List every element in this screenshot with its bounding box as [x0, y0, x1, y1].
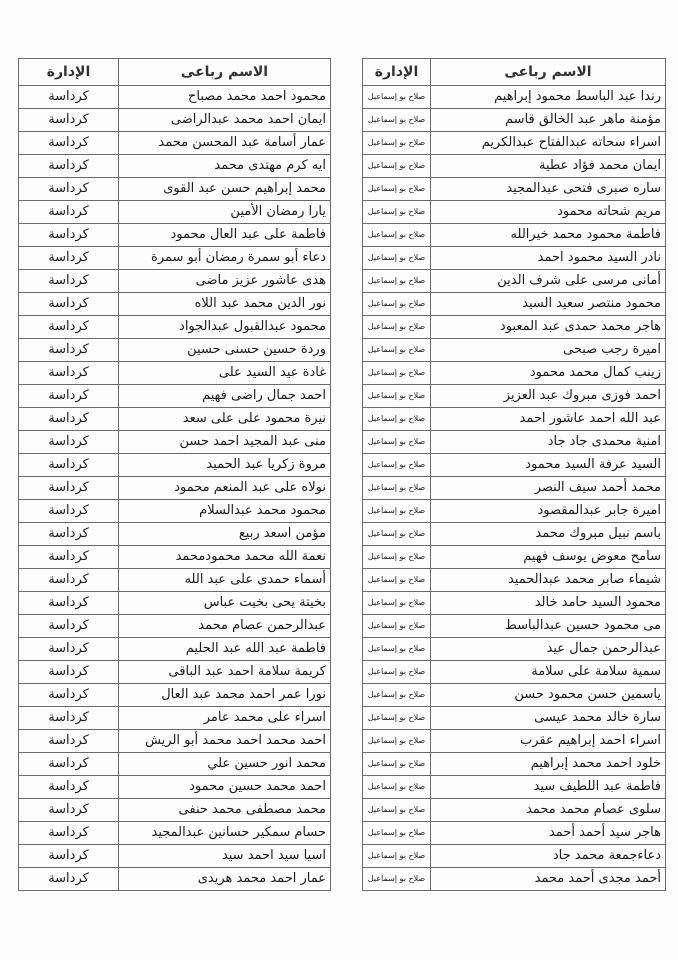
full-name-cell: اسراء على محمد عامر: [119, 707, 331, 730]
full-name-cell: مؤمنة ماهر عبد الخالق قاسم: [431, 109, 666, 132]
table-row: [363, 592, 666, 615]
department-cell: صلاح بو إسماعيل: [363, 868, 431, 891]
full-name-cell: رندا عبد الباسط محمود إبراهيم: [431, 86, 666, 109]
table-row: [19, 592, 331, 615]
department-cell: كرداسة: [19, 592, 119, 615]
table-row: [19, 362, 331, 385]
department-cell: كرداسة: [19, 178, 119, 201]
department-cell: صلاح بو إسماعيل: [363, 730, 431, 753]
table-row: [363, 109, 666, 132]
table-row: [363, 799, 666, 822]
table-row: [19, 569, 331, 592]
full-name-cell: اسيا سيد احمد سيد: [119, 845, 331, 868]
table-row: [19, 546, 331, 569]
full-name-cell: نادر السيد محمود احمد: [431, 247, 666, 270]
full-name-cell: أسماء حمدى على عبد الله: [119, 569, 331, 592]
table-row: [19, 868, 331, 891]
table-row: [19, 776, 331, 799]
full-name-cell: نورا عمر احمد محمد عبد العال: [119, 684, 331, 707]
full-name-cell: محمد مصطفى محمد حنفى: [119, 799, 331, 822]
full-name-cell: عبدالرحمن عصام محمد: [119, 615, 331, 638]
table-row: [19, 431, 331, 454]
department-cell: كرداسة: [19, 730, 119, 753]
full-name-cell: هاجر سيد أحمد أحمد: [431, 822, 666, 845]
full-name-cell: سارة خالد محمد عيسى: [431, 707, 666, 730]
full-name-cell: أمانى مرسى على شرف الدين: [431, 270, 666, 293]
full-name-cell: زينب كمال محمد محمود: [431, 362, 666, 385]
department-cell: صلاح بو إسماعيل: [363, 546, 431, 569]
department-cell: كرداسة: [19, 546, 119, 569]
table-row: [19, 270, 331, 293]
department-cell: صلاح بو إسماعيل: [363, 86, 431, 109]
department-cell: صلاح بو إسماعيل: [363, 638, 431, 661]
full-name-cell: كريمة سلامة احمد عبد الباقى: [119, 661, 331, 684]
department-cell: كرداسة: [19, 753, 119, 776]
table-row: [19, 293, 331, 316]
department-cell: صلاح بو إسماعيل: [363, 362, 431, 385]
table-row: [363, 477, 666, 500]
department-cell: صلاح بو إسماعيل: [363, 753, 431, 776]
table-row: [19, 822, 331, 845]
full-name-cell: عمار أسامة عبد المحسن محمد: [119, 132, 331, 155]
department-cell: صلاح بو إسماعيل: [363, 500, 431, 523]
department-cell: صلاح بو إسماعيل: [363, 822, 431, 845]
table-row: [363, 270, 666, 293]
full-name-cell: مى محمود حسين عبدالباسط: [431, 615, 666, 638]
department-cell: كرداسة: [19, 776, 119, 799]
table-row: [19, 224, 331, 247]
department-cell: صلاح بو إسماعيل: [363, 523, 431, 546]
table-row: [363, 546, 666, 569]
department-cell: صلاح بو إسماعيل: [363, 408, 431, 431]
table-row: [363, 178, 666, 201]
full-name-cell: احمد محمد احمد محمد أبو الريش: [119, 730, 331, 753]
left-names-table: [18, 58, 331, 891]
full-name-cell: ساره صبرى فتحى عبدالمجيد: [431, 178, 666, 201]
table-row: [363, 868, 666, 891]
department-cell: صلاح بو إسماعيل: [363, 155, 431, 178]
department-cell: صلاح بو إسماعيل: [363, 316, 431, 339]
table-row: [363, 454, 666, 477]
department-cell: كرداسة: [19, 868, 119, 891]
department-cell: صلاح بو إسماعيل: [363, 132, 431, 155]
table-row: [19, 661, 331, 684]
department-cell: كرداسة: [19, 339, 119, 362]
table-row: [19, 845, 331, 868]
table-header-row: [19, 59, 331, 86]
department-cell: كرداسة: [19, 270, 119, 293]
full-name-cell: احمد فوزى مبروك عبد العزيز: [431, 385, 666, 408]
department-cell: كرداسة: [19, 408, 119, 431]
full-name-cell: نور الدين محمد عبد اللاه: [119, 293, 331, 316]
department-cell: كرداسة: [19, 247, 119, 270]
department-cell: كرداسة: [19, 799, 119, 822]
full-name-cell: احمد جمال راضى فهيم: [119, 385, 331, 408]
full-name-cell: ايمان احمد محمد عبدالراضى: [119, 109, 331, 132]
table-row: [19, 730, 331, 753]
department-cell: صلاح بو إسماعيل: [363, 293, 431, 316]
table-row: [363, 684, 666, 707]
table-row: [363, 385, 666, 408]
department-cell: صلاح بو إسماعيل: [363, 224, 431, 247]
full-name-cell: امنية محمدى جاد جاد: [431, 431, 666, 454]
department-cell: كرداسة: [19, 385, 119, 408]
department-cell: كرداسة: [19, 707, 119, 730]
table-row: [363, 523, 666, 546]
column-header-name: الاسم رباعى: [431, 59, 666, 86]
department-cell: كرداسة: [19, 684, 119, 707]
full-name-cell: ايمان محمد فؤاد عطية: [431, 155, 666, 178]
department-cell: صلاح بو إسماعيل: [363, 592, 431, 615]
full-name-cell: هدى عاشور عزيز ماضى: [119, 270, 331, 293]
full-name-cell: سامح معوض يوسف فهيم: [431, 546, 666, 569]
full-name-cell: يارا رمضان الأمين: [119, 201, 331, 224]
full-name-cell: اميرة رجب صبحى: [431, 339, 666, 362]
table-row: [19, 408, 331, 431]
full-name-cell: شيماء صابر محمد عبدالحميد: [431, 569, 666, 592]
full-name-cell: مريم شحاته محمود: [431, 201, 666, 224]
department-cell: كرداسة: [19, 293, 119, 316]
full-name-cell: فاطمة عبد الله عبد الحليم: [119, 638, 331, 661]
full-name-cell: فاطمة محمود محمد خيرالله: [431, 224, 666, 247]
table-row: [363, 201, 666, 224]
table-row: [19, 500, 331, 523]
department-cell: كرداسة: [19, 638, 119, 661]
table-row: [19, 753, 331, 776]
full-name-cell: نولاه على عبد المنعم محمود: [119, 477, 331, 500]
table-row: [19, 684, 331, 707]
department-cell: صلاح بو إسماعيل: [363, 178, 431, 201]
full-name-cell: وردة حسين حسنى حسين: [119, 339, 331, 362]
table-row: [363, 707, 666, 730]
full-name-cell: محمود محمد عبدالسلام: [119, 500, 331, 523]
department-cell: كرداسة: [19, 500, 119, 523]
table-row: [363, 569, 666, 592]
department-cell: صلاح بو إسماعيل: [363, 707, 431, 730]
full-name-cell: مؤمن اسعد ربيع: [119, 523, 331, 546]
column-header-name: الاسم رباعى: [119, 59, 331, 86]
full-name-cell: اميرة جابر عبدالمقصود: [431, 500, 666, 523]
full-name-cell: محمود السيد حامد خالد: [431, 592, 666, 615]
department-cell: صلاح بو إسماعيل: [363, 454, 431, 477]
department-cell: كرداسة: [19, 362, 119, 385]
department-cell: صلاح بو إسماعيل: [363, 845, 431, 868]
table-row: [363, 293, 666, 316]
department-cell: كرداسة: [19, 431, 119, 454]
table-row: [19, 454, 331, 477]
full-name-cell: محمد انور حسين علي: [119, 753, 331, 776]
full-name-cell: محمود عبدالقبول عبدالجواد: [119, 316, 331, 339]
full-name-cell: عبدالرحمن جمال عيد: [431, 638, 666, 661]
table-header-row: [363, 59, 666, 86]
full-name-cell: ايه كرم مهتدى محمد: [119, 155, 331, 178]
table-row: [363, 362, 666, 385]
department-cell: كرداسة: [19, 109, 119, 132]
department-cell: كرداسة: [19, 155, 119, 178]
full-name-cell: منى عبد المجيد احمد حسن: [119, 431, 331, 454]
department-cell: كرداسة: [19, 454, 119, 477]
column-header-department: الإدارة: [19, 59, 119, 86]
table-row: [19, 477, 331, 500]
full-name-cell: احمد محمد حسين محمود: [119, 776, 331, 799]
table-row: [19, 385, 331, 408]
column-header-department: الإدارة: [363, 59, 431, 86]
full-name-cell: السيد عرفة السيد محمود: [431, 454, 666, 477]
table-row: [19, 523, 331, 546]
full-name-cell: بخيتة يحى بخيت عباس: [119, 592, 331, 615]
full-name-cell: عمار احمد محمد هريدى: [119, 868, 331, 891]
table-row: [363, 224, 666, 247]
table-row: [363, 339, 666, 362]
department-cell: صلاح بو إسماعيل: [363, 385, 431, 408]
full-name-cell: سمية سلامة على سلامة: [431, 661, 666, 684]
table-row: [19, 201, 331, 224]
table-row: [19, 799, 331, 822]
full-name-cell: عبد الله احمد عاشور احمد: [431, 408, 666, 431]
full-name-cell: فاطمة على عبد العال محمود: [119, 224, 331, 247]
department-cell: كرداسة: [19, 822, 119, 845]
full-name-cell: محمود احمد محمد مصباح: [119, 86, 331, 109]
full-name-cell: نعمة الله محمد محمودمحمد: [119, 546, 331, 569]
department-cell: صلاح بو إسماعيل: [363, 684, 431, 707]
full-name-cell: أحمد مجدى أحمد محمد: [431, 868, 666, 891]
department-cell: صلاح بو إسماعيل: [363, 247, 431, 270]
table-row: [19, 316, 331, 339]
full-name-cell: محمود منتصر سعيد السيد: [431, 293, 666, 316]
full-name-cell: غادة عيد السيد على: [119, 362, 331, 385]
department-cell: كرداسة: [19, 615, 119, 638]
full-name-cell: اسراء سحاته عبدالفتاح عبدالكريم: [431, 132, 666, 155]
department-cell: كرداسة: [19, 661, 119, 684]
full-name-cell: مروة زكريا عبد الحميد: [119, 454, 331, 477]
department-cell: صلاح بو إسماعيل: [363, 201, 431, 224]
table-row: [363, 776, 666, 799]
full-name-cell: محمد أحمد سيف النصر: [431, 477, 666, 500]
department-cell: كرداسة: [19, 523, 119, 546]
full-name-cell: ياسمين حسن محمود حسن: [431, 684, 666, 707]
table-row: [19, 86, 331, 109]
table-row: [363, 500, 666, 523]
full-name-cell: نيرة محمود على على سعد: [119, 408, 331, 431]
department-cell: صلاح بو إسماعيل: [363, 339, 431, 362]
table-row: [363, 316, 666, 339]
department-cell: صلاح بو إسماعيل: [363, 569, 431, 592]
department-cell: صلاح بو إسماعيل: [363, 799, 431, 822]
table-row: [19, 615, 331, 638]
department-cell: صلاح بو إسماعيل: [363, 477, 431, 500]
table-row: [363, 408, 666, 431]
table-row: [363, 822, 666, 845]
department-cell: كرداسة: [19, 845, 119, 868]
full-name-cell: دعاءجمعة محمد جاد: [431, 845, 666, 868]
table-row: [19, 707, 331, 730]
department-cell: كرداسة: [19, 201, 119, 224]
full-name-cell: محمد إبراهيم حسن عبد القوى: [119, 178, 331, 201]
table-row: [363, 247, 666, 270]
table-row: [19, 247, 331, 270]
table-row: [363, 661, 666, 684]
table-row: [19, 178, 331, 201]
department-cell: كرداسة: [19, 132, 119, 155]
table-row: [19, 109, 331, 132]
table-row: [363, 86, 666, 109]
full-name-cell: سلوى عصام محمد محمد: [431, 799, 666, 822]
table-row: [19, 339, 331, 362]
table-row: [19, 638, 331, 661]
full-name-cell: اسراء احمد إبراهيم عقرب: [431, 730, 666, 753]
department-cell: صلاح بو إسماعيل: [363, 661, 431, 684]
full-name-cell: هاجر محمد حمدى عبد المعبود: [431, 316, 666, 339]
department-cell: كرداسة: [19, 86, 119, 109]
table-row: [363, 615, 666, 638]
department-cell: كرداسة: [19, 224, 119, 247]
table-row: [363, 155, 666, 178]
table-row: [363, 845, 666, 868]
full-name-cell: دعاء أبو سمرة رمضان أبو سمرة: [119, 247, 331, 270]
department-cell: كرداسة: [19, 477, 119, 500]
table-row: [19, 132, 331, 155]
table-row: [363, 730, 666, 753]
right-names-table: [362, 58, 666, 891]
department-cell: صلاح بو إسماعيل: [363, 615, 431, 638]
table-row: [363, 132, 666, 155]
department-cell: صلاح بو إسماعيل: [363, 776, 431, 799]
full-name-cell: باسم نبيل مبروك محمد: [431, 523, 666, 546]
department-cell: صلاح بو إسماعيل: [363, 431, 431, 454]
table-row: [19, 155, 331, 178]
full-name-cell: خلود احمد محمد إبراهيم: [431, 753, 666, 776]
full-name-cell: حسام سمكير حسانين عبدالمجيد: [119, 822, 331, 845]
department-cell: كرداسة: [19, 569, 119, 592]
table-row: [363, 638, 666, 661]
table-row: [363, 753, 666, 776]
department-cell: كرداسة: [19, 316, 119, 339]
full-name-cell: فاطمة عبد اللطيف سيد: [431, 776, 666, 799]
department-cell: صلاح بو إسماعيل: [363, 270, 431, 293]
department-cell: صلاح بو إسماعيل: [363, 109, 431, 132]
table-row: [363, 431, 666, 454]
